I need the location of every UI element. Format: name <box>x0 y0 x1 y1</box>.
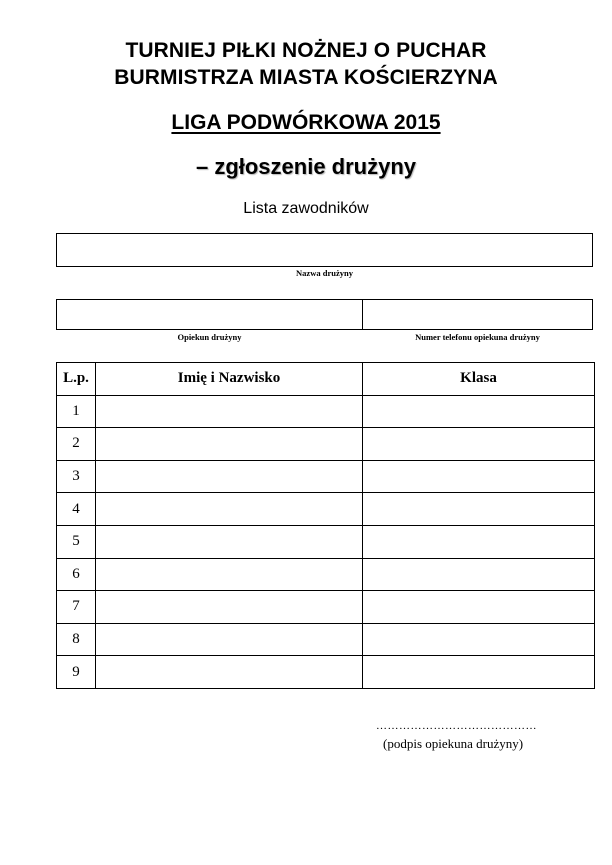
title-line-2: BURMISTRZA MIASTA KOŚCIERZYNA <box>114 66 498 89</box>
player-name-cell[interactable] <box>96 623 363 656</box>
player-class-cell[interactable] <box>363 591 595 624</box>
row-number: 5 <box>57 525 96 558</box>
row-number: 7 <box>57 591 96 624</box>
coach-name-field[interactable] <box>56 299 363 330</box>
column-header-lp: L.p. <box>57 363 96 396</box>
subtitle <box>0 110 612 136</box>
player-class-cell[interactable] <box>363 656 595 689</box>
player-class-cell[interactable] <box>363 558 595 591</box>
table-row <box>57 623 595 656</box>
signature-label: (podpis opiekuna drużyny) <box>383 736 524 751</box>
signature-line[interactable]: …………………………………… <box>376 720 537 732</box>
row-number: 8 <box>57 623 96 656</box>
table-row <box>57 460 595 493</box>
table-row <box>57 525 595 558</box>
player-class-cell[interactable] <box>363 493 595 526</box>
title-line-1: TURNIEJ PIŁKI NOŻNEJ O PUCHAR <box>125 39 487 62</box>
players-table <box>56 362 595 689</box>
table-row <box>57 493 595 526</box>
player-name-cell[interactable] <box>96 428 363 461</box>
table-header-row <box>57 363 595 396</box>
column-header-class: Klasa <box>363 363 595 396</box>
column-header-name: Imię i Nazwisko <box>96 363 363 396</box>
team-name-label: Nazwa drużyny <box>296 268 353 278</box>
subtitle-text: LIGA PODWÓRKOWA 2015 <box>171 111 441 134</box>
player-name-cell[interactable] <box>96 460 363 493</box>
player-name-cell[interactable] <box>96 395 363 428</box>
form-title: – zgłoszenie drużyny <box>195 154 417 179</box>
player-class-cell[interactable] <box>363 525 595 558</box>
list-heading: Lista zawodników <box>243 200 369 217</box>
coach-phone-field[interactable] <box>362 299 593 330</box>
player-name-cell[interactable] <box>96 558 363 591</box>
row-number: 9 <box>57 656 96 689</box>
player-class-cell[interactable] <box>363 428 595 461</box>
table-row <box>57 591 595 624</box>
team-name-field[interactable] <box>56 233 593 267</box>
table-row <box>57 428 595 461</box>
player-class-cell[interactable] <box>363 623 595 656</box>
player-name-cell[interactable] <box>96 591 363 624</box>
row-number: 4 <box>57 493 96 526</box>
table-row <box>57 656 595 689</box>
row-number: 6 <box>57 558 96 591</box>
player-name-cell[interactable] <box>96 493 363 526</box>
table-row <box>57 395 595 428</box>
row-number: 3 <box>57 460 96 493</box>
player-class-cell[interactable] <box>363 460 595 493</box>
row-number: 1 <box>57 395 96 428</box>
table-row <box>57 558 595 591</box>
player-name-cell[interactable] <box>96 525 363 558</box>
coach-phone-label: Numer telefonu opiekuna drużyny <box>415 332 540 342</box>
coach-name-label: Opiekun drużyny <box>177 332 242 342</box>
player-name-cell[interactable] <box>96 656 363 689</box>
player-class-cell[interactable] <box>363 395 595 428</box>
row-number: 2 <box>57 428 96 461</box>
